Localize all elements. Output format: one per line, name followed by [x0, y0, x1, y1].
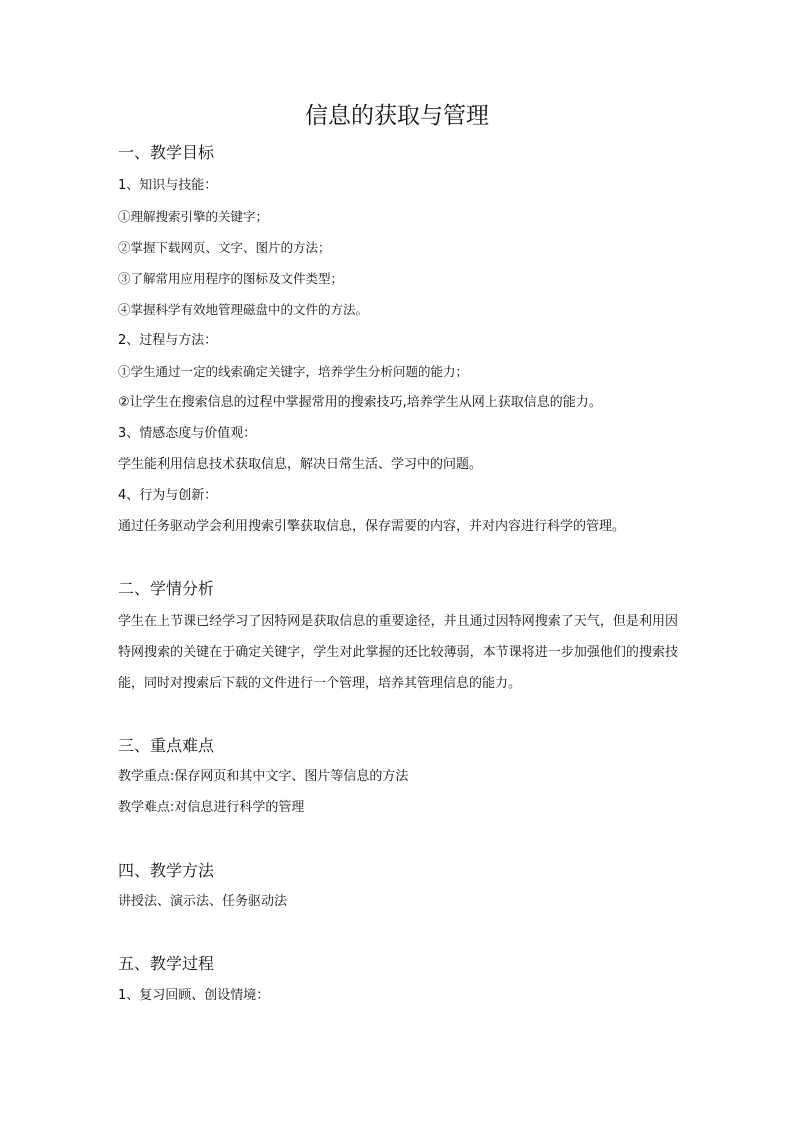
key-point-text: 教学重点:保存网页和其中文字、图片等信息的方法: [118, 769, 409, 784]
section-heading-analysis: 二、学情分析: [118, 579, 215, 598]
subheading-review: 1、复习回顾、创设情境：: [118, 988, 270, 1003]
section-heading-process: 五、教学过程: [118, 954, 215, 973]
attitude-text: 学生能利用信息技术获取信息，解决日常生活、学习中的问题。: [118, 457, 483, 472]
analysis-paragraph: 学生在上节课已经学习了因特网是获取信息的重要途径，并且通过因特网搜索了天气，但是利用因特网搜索的关键在于确定关键字，学生对此掌握的还比较薄弱，本节课将进一步加强他们的搜索技能，同时对搜索后下载的文件进行一个管理，培养其管理信息的能力。: [118, 614, 678, 691]
behavior-text: 通过任务驱动学会利用搜索引擎获取信息，保存需要的内容，并对内容进行科学的管理。: [118, 519, 626, 534]
difficult-point-text: 教学难点:对信息进行科学的管理: [118, 800, 305, 815]
list-item: ①理解搜索引擎的关键字；: [118, 209, 269, 224]
methods-text: 讲授法、演示法、任务驱动法: [118, 894, 288, 909]
document-title: 信息的获取与管理: [305, 103, 489, 129]
subheading-process-method: 2、过程与方法：: [118, 333, 218, 348]
list-item: ④掌握科学有效地管理磁盘中的文件的方法。: [118, 302, 369, 317]
section-heading-objectives: 一、教学目标: [118, 143, 215, 162]
list-item: ②掌握下载网页、文字、图片的方法；: [118, 240, 331, 255]
section-heading-key-points: 三、重点难点: [118, 736, 215, 755]
list-item: ②让学生在搜索信息的过程中掌握常用的搜索技巧,培养学生从网上获取信息的能力。: [118, 395, 602, 410]
subheading-knowledge-skills: 1、知识与技能：: [118, 178, 218, 193]
subheading-behavior-innovation: 4、行为与创新：: [118, 488, 218, 503]
section-heading-methods: 四、教学方法: [118, 861, 215, 880]
subheading-attitude-values: 3、情感态度与价值观：: [118, 426, 257, 441]
list-item: ①学生通过一定的线索确定关键字，培养学生分析问题的能力；: [118, 364, 469, 379]
list-item: ③了解常用应用程序的图标及文件类型；: [118, 271, 344, 286]
